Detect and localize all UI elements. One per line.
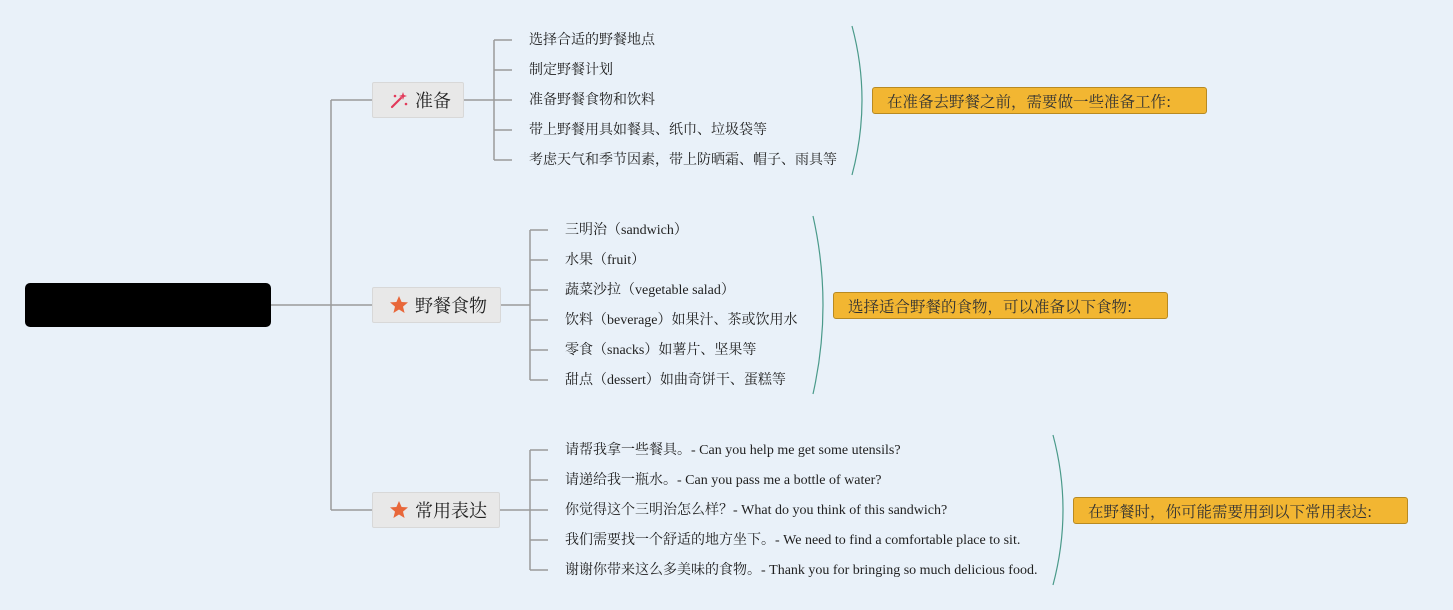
star-icon [389, 295, 409, 315]
branch-label: 准备 [415, 91, 451, 112]
list-item[interactable]: 三明治（sandwich） [565, 223, 688, 238]
list-item[interactable]: 你觉得这个三明治怎么样？- What do you think of this sandwich? [565, 503, 948, 518]
list-item[interactable]: 制定野餐计划 [529, 63, 613, 78]
list-item[interactable]: 零食（snacks）如薯片、坚果等 [565, 343, 757, 358]
list-item[interactable]: 甜点（dessert）如曲奇饼干、蛋糕等 [565, 373, 786, 388]
summary-note[interactable]: 选择适合野餐的食物，可以准备以下食物: [833, 292, 1168, 319]
branch-label: 常用表达 [415, 501, 487, 522]
summary-note[interactable]: 在准备去野餐之前，需要做一些准备工作: [872, 87, 1207, 114]
root-topic[interactable] [25, 283, 271, 327]
list-item[interactable]: 蔬菜沙拉（vegetable salad） [565, 283, 735, 298]
list-item[interactable]: 请帮我拿一些餐具。- Can you help me get some utensils? [565, 443, 901, 458]
branch-preparation[interactable] [372, 82, 464, 118]
list-item[interactable]: 选择合适的野餐地点 [529, 33, 655, 48]
list-item[interactable]: 饮料（beverage）如果汁、茶或饮用水 [565, 313, 798, 328]
summary-note[interactable]: 在野餐时，你可能需要用到以下常用表达: [1073, 497, 1408, 524]
sparkle-wand-icon [389, 90, 409, 110]
list-item[interactable]: 准备野餐食物和饮料 [529, 93, 655, 108]
list-item[interactable]: 请递给我一瓶水。- Can you pass me a bottle of water? [565, 473, 882, 488]
branch-picnic-food[interactable] [372, 287, 501, 323]
list-item[interactable]: 带上野餐用具如餐具、纸巾、垃圾袋等 [529, 123, 767, 138]
list-item[interactable]: 水果（fruit） [565, 253, 646, 268]
list-item[interactable]: 考虑天气和季节因素，带上防晒霜、帽子、雨具等 [529, 153, 837, 168]
list-item[interactable]: 谢谢你带来这么多美味的食物。- Thank you for bringing so much delicious food. [565, 563, 1038, 578]
list-item[interactable]: 我们需要找一个舒适的地方坐下。- We need to find a comfortable place to sit. [565, 533, 1021, 548]
branch-common-expressions[interactable] [372, 492, 500, 528]
star-icon [389, 500, 409, 520]
branch-label: 野餐食物 [415, 296, 487, 317]
